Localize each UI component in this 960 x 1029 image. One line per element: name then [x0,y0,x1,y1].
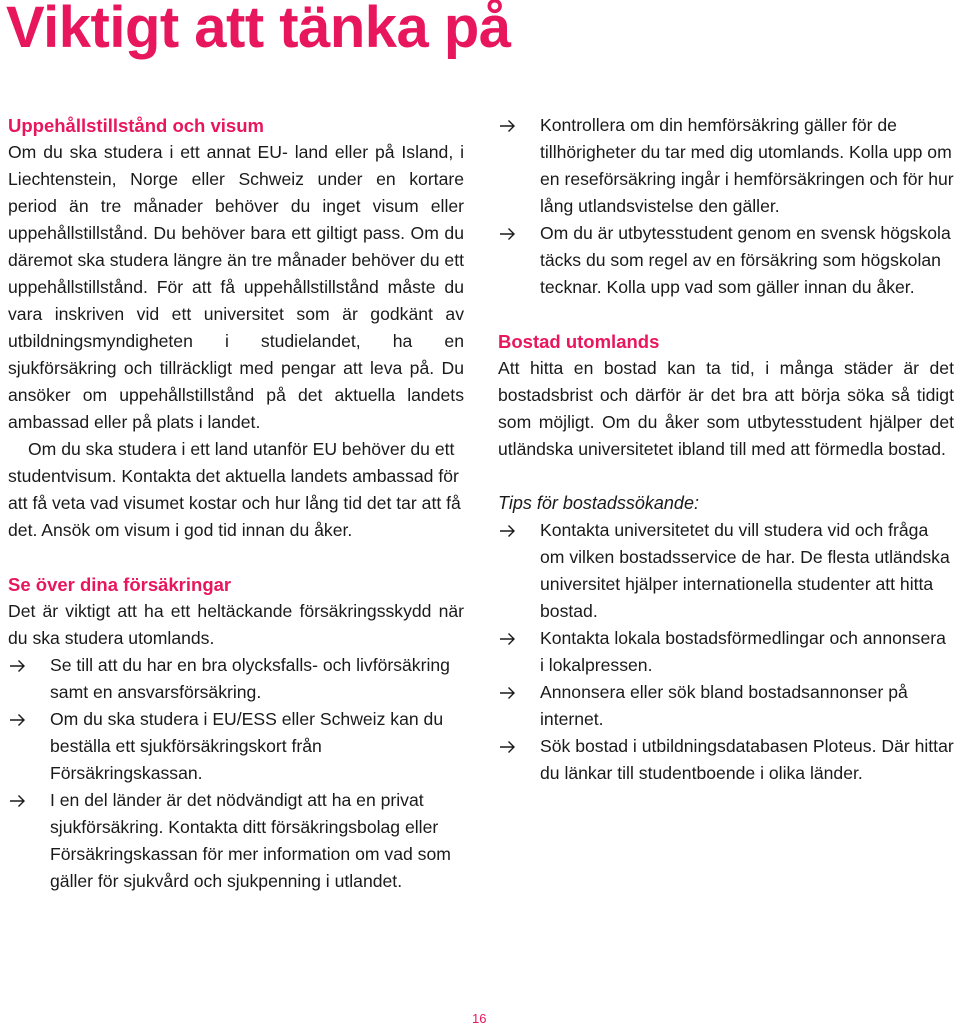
housing-paragraph: Att hitta en bostad kan ta tid, i många städer är det bostadsbrist och därför är det bra att börja söka så tidigt som möjligt. Om du åker som utbytesstudent hjälper det utländska universitetet ibland till med att förmedla bostad. [498,358,954,459]
list-item-text: Kontrollera om din hemförsäkring gäller för de tillhörigheter du tar med dig utomlands. Kolla upp om en reseförsäkring ingår i hemförsäkringen och för hur lång utlandsvistelse den gäller. [540,115,954,216]
list-item-text: Annonsera eller sök bland bostadsannonser på internet. [540,682,908,729]
list-item-text: Se till att du har en bra olycksfalls- och livförsäkring samt en ansvarsförsäkring. [50,655,450,702]
visa-heading: Uppehållstillstånd och visum [8,115,264,136]
housing-heading: Bostad utomlands [498,331,660,352]
list-item [8,787,464,895]
arrow-right-icon [498,112,518,139]
arrow-right-icon [8,706,28,733]
arrow-right-icon [498,517,518,544]
visa-paragraph: Om du ska studera i ett annat EU- land eller på Island, i Liechtenstein, Norge eller Schweiz under en kortare period än tre månader behöver du inget visum eller uppehållstillstånd. Du behöver bara ett giltigt pass. Om du däremot ska studera längre än tre månader behöver du ett uppehållstillstånd. För att få uppehållstillstånd måste du vara inskriven vid ett universitet som är godkänt av utbildningsmyndigheten i studielandet, ha en sjukförsäkring och tillräckligt med pengar att leva på. Du ansöker om uppehållstillstånd på det aktuella landets ambassad eller på plats i landet. [8,142,464,432]
page-number: 16 [472,1011,487,1026]
insurance-list-continued [498,112,954,301]
left-column [8,112,464,895]
tips-list [498,517,954,787]
list-item-text: Sök bostad i utbildningsdatabasen Ploteus. Där hittar du länkar till studentboende i olika länder. [540,736,954,783]
arrow-right-icon [498,625,518,652]
list-item [498,517,954,625]
list-item-text: Om du är utbytesstudent genom en svensk högskola täcks du som regel av en försäkring som högskolan tecknar. Kolla upp vad som gäller innan du åker. [540,223,951,297]
list-item [498,112,954,220]
insurance-intro: Det är viktigt att ha ett heltäckande försäkringsskydd när du ska studera utomlands. [8,601,464,648]
right-column [498,112,954,787]
arrow-right-icon [498,679,518,706]
arrow-right-icon [498,733,518,760]
student-visa-paragraph: Om du ska studera i ett land utanför EU behöver du ett studentvisum. Kontakta det aktuella landets ambassad för att få veta vad visumet kostar och hur lång tid det tar att få det. Ansök om visum i god tid innan du åker. [8,439,461,540]
list-item-text: Kontakta lokala bostadsförmedlingar och annonsera i lokalpressen. [540,628,946,675]
arrow-right-icon [8,787,28,814]
list-item [498,679,954,733]
insurance-list [8,652,464,895]
list-item [8,706,464,787]
arrow-right-icon [498,220,518,247]
list-item-text: Om du ska studera i EU/ESS eller Schweiz kan du beställa ett sjukförsäkringskort från Försäkringskassan. [50,709,444,783]
insurance-heading: Se över dina försäkringar [8,574,232,595]
list-item [498,733,954,787]
page-title: Viktigt att tänka på [6,0,511,60]
list-item-text: I en del länder är det nödvändigt att ha en privat sjukförsäkring. Kontakta ditt försäkringsbolag eller Försäkringskassan för mer information om vad som gäller för sjukvård och sjukpenning i utlandet. [50,790,451,891]
list-item-text: Kontakta universitetet du vill studera vid och fråga om vilken bostadsservice de har. De flesta utländska universitet hjälper internationella studenter att hitta bostad. [540,520,950,621]
tips-heading: Tips för bostadssökande: [498,493,699,513]
list-item [8,652,464,706]
arrow-right-icon [8,652,28,679]
list-item [498,625,954,679]
list-item [498,220,954,301]
